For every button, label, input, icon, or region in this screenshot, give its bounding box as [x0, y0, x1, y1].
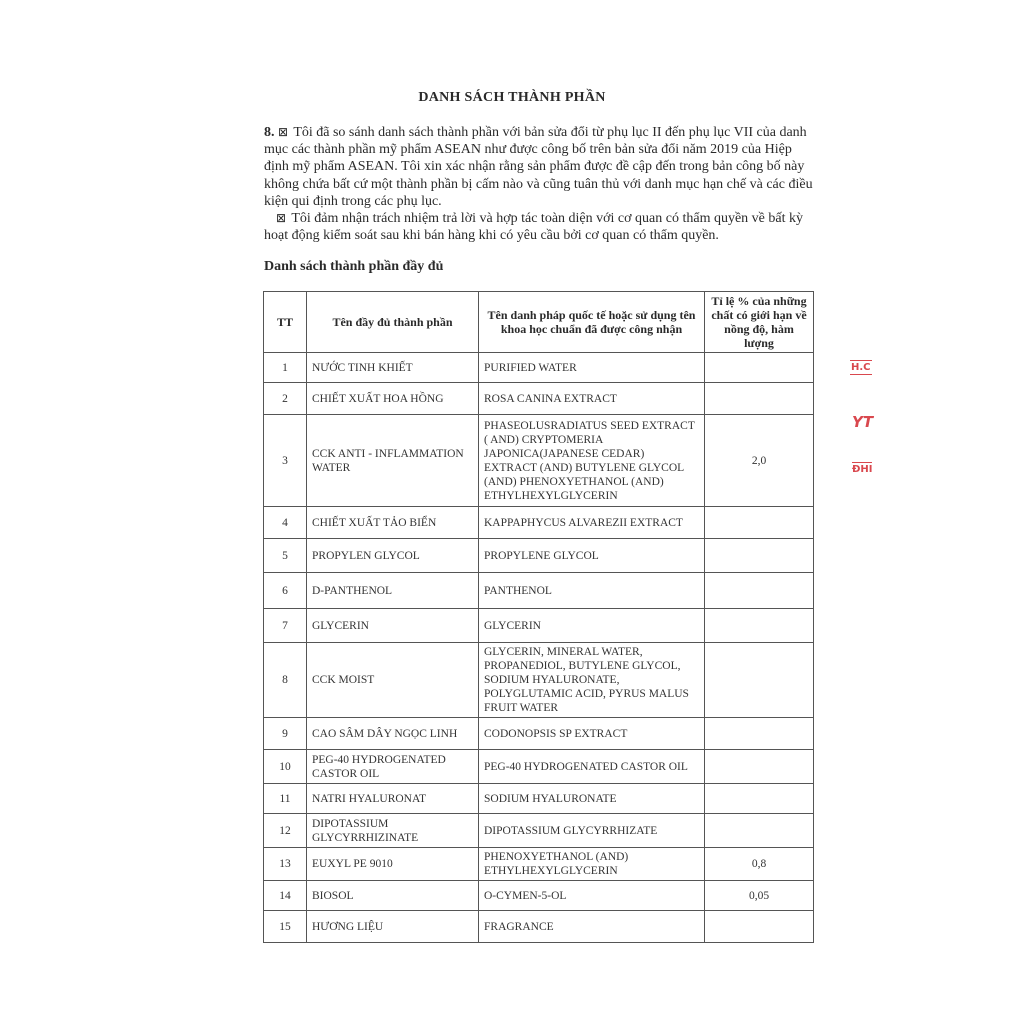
- declaration-paragraph-1: [264, 124, 816, 210]
- cell-ratio: 0,8: [705, 848, 814, 881]
- cell-full-name: CCK ANTI - INFLAMMATION WATER: [307, 415, 479, 507]
- declaration-section: [264, 124, 816, 244]
- ingredient-list-heading: Danh sách thành phần đầy đủ: [264, 259, 444, 274]
- cell-international-name: CODONOPSIS SP EXTRACT: [479, 718, 705, 750]
- stamp-mark: H.C: [851, 362, 871, 373]
- cell-international-name: SODIUM HYALURONATE: [479, 784, 705, 814]
- cell-full-name: CHIẾT XUẤT HOA HỒNG: [307, 383, 479, 415]
- cell-international-name: GLYCERIN, MINERAL WATER, PROPANEDIOL, BUTYLENE GLYCOL, SODIUM HYALURONATE, POLYGLUTAMIC ACID, PYRUS MALUS FRUIT WATER: [479, 643, 705, 718]
- cell-international-name: FRAGRANCE: [479, 911, 705, 943]
- document-title: DANH SÁCH THÀNH PHẦN: [418, 90, 606, 105]
- table-row: [264, 539, 814, 573]
- cell-tt: 6: [264, 573, 307, 609]
- table-row: [264, 383, 814, 415]
- declaration-text-2: Tôi đảm nhận trách nhiệm trả lời và hợp tác toàn diện với cơ quan có thẩm quyền về bất kỳ hoạt động kiểm soát sau khi bán hàng khi có yêu cầu bởi cơ quan có thẩm quyền.: [264, 211, 803, 244]
- cell-ratio: [705, 609, 814, 643]
- cell-full-name: BIOSOL: [307, 881, 479, 911]
- table-body: [264, 353, 814, 943]
- table-header-row: [264, 292, 814, 353]
- cell-international-name: PANTHENOL: [479, 573, 705, 609]
- table-row: [264, 609, 814, 643]
- cell-full-name: NATRI HYALURONAT: [307, 784, 479, 814]
- cell-ratio: 0,05: [705, 881, 814, 911]
- cell-tt: 11: [264, 784, 307, 814]
- cell-ratio: [705, 539, 814, 573]
- cell-ratio: 2,0: [705, 415, 814, 507]
- cell-tt: 5: [264, 539, 307, 573]
- header-tt: TT: [264, 292, 307, 353]
- cell-full-name: PEG-40 HYDROGENATED CASTOR OIL: [307, 750, 479, 784]
- table-row: [264, 353, 814, 383]
- header-ratio: Tỉ lệ % của những chất có giới hạn về nồng độ, hàm lượng: [705, 292, 814, 353]
- cell-tt: 2: [264, 383, 307, 415]
- cell-tt: 9: [264, 718, 307, 750]
- cell-tt: 15: [264, 911, 307, 943]
- cell-ratio: [705, 911, 814, 943]
- checked-box-icon: ⊠: [278, 125, 289, 139]
- cell-tt: 13: [264, 848, 307, 881]
- table-row: [264, 848, 814, 881]
- cell-ratio: [705, 814, 814, 848]
- cell-ratio: [705, 718, 814, 750]
- table-row: [264, 718, 814, 750]
- cell-full-name: CHIẾT XUẤT TẢO BIỂN: [307, 507, 479, 539]
- cell-international-name: DIPOTASSIUM GLYCYRRHIZATE: [479, 814, 705, 848]
- table-row: [264, 643, 814, 718]
- cell-ratio: [705, 573, 814, 609]
- cell-tt: 8: [264, 643, 307, 718]
- cell-full-name: EUXYL PE 9010: [307, 848, 479, 881]
- table-row: [264, 573, 814, 609]
- cell-international-name: O-CYMEN-5-OL: [479, 881, 705, 911]
- table-row: [264, 750, 814, 784]
- cell-tt: 3: [264, 415, 307, 507]
- cell-international-name: PHASEOLUSRADIATUS SEED EXTRACT ( AND) CRYPTOMERIA JAPONICA(JAPANESE CEDAR) EXTRACT (AND) BUTYLENE GLYCOL (AND) PHENOXYETHANOL (AND) ETHYLHEXYLGLYCERIN: [479, 415, 705, 507]
- ingredient-table: [263, 291, 814, 943]
- cell-full-name: CAO SÂM DÂY NGỌC LINH: [307, 718, 479, 750]
- cell-tt: 12: [264, 814, 307, 848]
- table-row: [264, 415, 814, 507]
- cell-tt: 1: [264, 353, 307, 383]
- cell-full-name: DIPOTASSIUM GLYCYRRHIZINATE: [307, 814, 479, 848]
- table-row: [264, 881, 814, 911]
- header-full-name: Tên đầy đủ thành phần: [307, 292, 479, 353]
- declaration-number: 8.: [264, 125, 275, 140]
- header-international-name: Tên danh pháp quốc tế hoặc sử dụng tên khoa học chuẩn đã được công nhận: [479, 292, 705, 353]
- cell-ratio: [705, 643, 814, 718]
- cell-full-name: HƯƠNG LIỆU: [307, 911, 479, 943]
- table-row: [264, 507, 814, 539]
- declaration-paragraph-2: [264, 210, 816, 244]
- cell-full-name: CCK MOIST: [307, 643, 479, 718]
- cell-tt: 10: [264, 750, 307, 784]
- cell-international-name: PHENOXYETHANOL (AND) ETHYLHEXYLGLYCERIN: [479, 848, 705, 881]
- table-row: [264, 911, 814, 943]
- cell-ratio: [705, 750, 814, 784]
- cell-tt: 14: [264, 881, 307, 911]
- cell-international-name: PROPYLENE GLYCOL: [479, 539, 705, 573]
- cell-international-name: PEG-40 HYDROGENATED CASTOR OIL: [479, 750, 705, 784]
- cell-international-name: ROSA CANINA EXTRACT: [479, 383, 705, 415]
- table-row: [264, 784, 814, 814]
- cell-ratio: [705, 784, 814, 814]
- stamp-mark: ĐHI: [852, 464, 873, 475]
- cell-international-name: PURIFIED WATER: [479, 353, 705, 383]
- cell-tt: 4: [264, 507, 307, 539]
- stamp-mark: YT: [852, 413, 874, 431]
- checked-box-icon: ⊠: [276, 211, 287, 226]
- declaration-text-1: Tôi đã so sánh danh sách thành phần với bản sửa đổi từ phụ lục II đến phụ lục VII của danh mục các thành phần mỹ phẩm ASEAN như được công bố trên bản sửa đổi năm 2019 của Hiệp định mỹ phẩm ASEAN. Tôi xin xác nhận rằng sản phẩm được đề cập đến trong bản công bố này không chứa bất cứ một thành phần bị cấm nào và cũng tuân thủ với danh mục hạn chế và các điều kiện qui định trong các phụ lục.: [264, 125, 813, 209]
- cell-full-name: PROPYLEN GLYCOL: [307, 539, 479, 573]
- cell-full-name: D-PANTHENOL: [307, 573, 479, 609]
- table-row: [264, 814, 814, 848]
- cell-international-name: KAPPAPHYCUS ALVAREZII EXTRACT: [479, 507, 705, 539]
- cell-ratio: [705, 353, 814, 383]
- cell-ratio: [705, 383, 814, 415]
- cell-full-name: GLYCERIN: [307, 609, 479, 643]
- cell-tt: 7: [264, 609, 307, 643]
- cell-international-name: GLYCERIN: [479, 609, 705, 643]
- cell-full-name: NƯỚC TINH KHIẾT: [307, 353, 479, 383]
- cell-ratio: [705, 507, 814, 539]
